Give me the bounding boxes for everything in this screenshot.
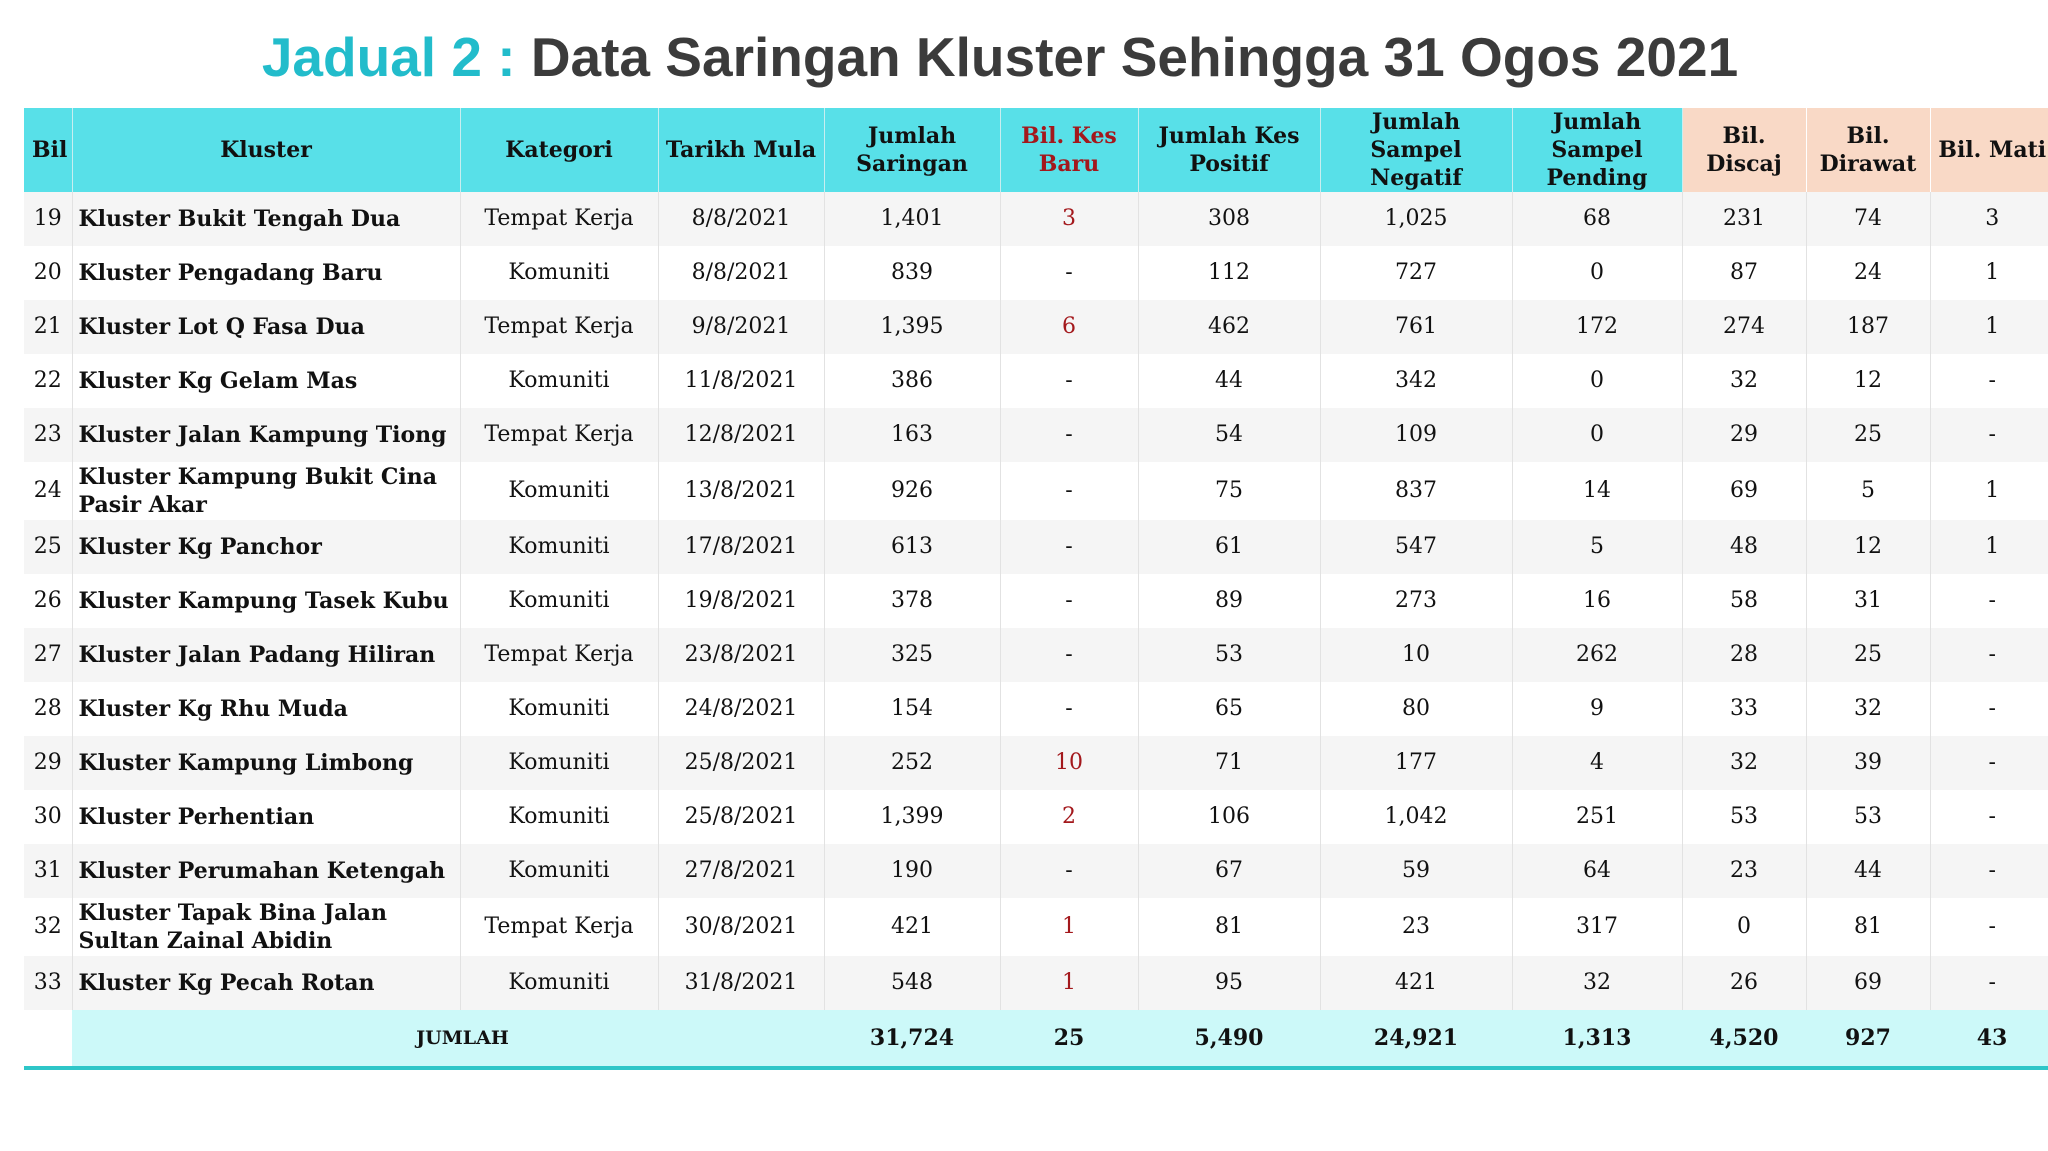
table-row <box>24 574 2048 628</box>
cell-saringan: 163 <box>824 408 1000 462</box>
total-mati: 43 <box>1930 1010 2048 1068</box>
cell-kategori: Tempat Kerja <box>460 192 658 246</box>
cell-kes-baru: - <box>1000 682 1138 736</box>
cell-bil: 28 <box>24 682 72 736</box>
table-row <box>24 790 2048 844</box>
cell-discaj: 32 <box>1682 736 1806 790</box>
cell-pending: 317 <box>1512 898 1682 956</box>
table-row <box>24 844 2048 898</box>
cell-kategori: Komuniti <box>460 736 658 790</box>
cell-positif: 71 <box>1138 736 1320 790</box>
cell-dirawat: 12 <box>1806 520 1930 574</box>
table-row <box>24 408 2048 462</box>
cell-negatif: 109 <box>1320 408 1512 462</box>
cell-tarikh: 24/8/2021 <box>658 682 824 736</box>
cell-kluster: Kluster Perhentian <box>72 790 460 844</box>
cell-bil: 24 <box>24 462 72 520</box>
col-header-positif: Jumlah Kes Positif <box>1138 108 1320 192</box>
cell-positif: 65 <box>1138 682 1320 736</box>
cell-positif: 308 <box>1138 192 1320 246</box>
cell-mati: 1 <box>1930 246 2048 300</box>
cell-dirawat: 24 <box>1806 246 1930 300</box>
cell-negatif: 1,025 <box>1320 192 1512 246</box>
cell-negatif: 177 <box>1320 736 1512 790</box>
col-header-mati: Bil. Mati <box>1930 108 2048 192</box>
cell-tarikh: 25/8/2021 <box>658 736 824 790</box>
cell-positif: 61 <box>1138 520 1320 574</box>
total-label: JUMLAH <box>72 1010 824 1068</box>
cell-mati: - <box>1930 736 2048 790</box>
cell-dirawat: 74 <box>1806 192 1930 246</box>
col-header-pending: Jumlah Sampel Pending <box>1512 108 1682 192</box>
cell-kluster: Kluster Jalan Padang Hiliran <box>72 628 460 682</box>
cell-kluster: Kluster Kampung Tasek Kubu <box>72 574 460 628</box>
col-header-bil: Bil <box>24 108 72 192</box>
cell-saringan: 252 <box>824 736 1000 790</box>
cell-negatif: 837 <box>1320 462 1512 520</box>
cell-tarikh: 8/8/2021 <box>658 192 824 246</box>
cell-bil: 23 <box>24 408 72 462</box>
cell-kluster: Kluster Kg Gelam Mas <box>72 354 460 408</box>
cell-kes-baru: - <box>1000 844 1138 898</box>
total-row <box>24 1010 2048 1068</box>
cell-negatif: 761 <box>1320 300 1512 354</box>
cell-kes-baru: 1 <box>1000 898 1138 956</box>
cell-mati: - <box>1930 898 2048 956</box>
cell-discaj: 28 <box>1682 628 1806 682</box>
cell-mati: 1 <box>1930 520 2048 574</box>
table-row <box>24 520 2048 574</box>
total-kes-baru: 25 <box>1000 1010 1138 1068</box>
cell-tarikh: 31/8/2021 <box>658 956 824 1010</box>
cell-mati: 3 <box>1930 192 2048 246</box>
cell-pending: 5 <box>1512 520 1682 574</box>
total-saringan: 31,724 <box>824 1010 1000 1068</box>
table-row <box>24 898 2048 956</box>
cell-kategori: Komuniti <box>460 462 658 520</box>
cluster-table <box>24 108 2048 1070</box>
col-header-kluster: Kluster <box>72 108 460 192</box>
table-body <box>24 192 2048 1010</box>
cell-negatif: 59 <box>1320 844 1512 898</box>
total-negatif: 24,921 <box>1320 1010 1512 1068</box>
table-row <box>24 246 2048 300</box>
cell-discaj: 26 <box>1682 956 1806 1010</box>
cell-kes-baru: 6 <box>1000 300 1138 354</box>
cell-kes-baru: 3 <box>1000 192 1138 246</box>
cell-positif: 89 <box>1138 574 1320 628</box>
cell-mati: - <box>1930 682 2048 736</box>
table-row <box>24 354 2048 408</box>
cell-dirawat: 12 <box>1806 354 1930 408</box>
cell-positif: 106 <box>1138 790 1320 844</box>
cell-discaj: 48 <box>1682 520 1806 574</box>
cell-discaj: 58 <box>1682 574 1806 628</box>
cell-dirawat: 81 <box>1806 898 1930 956</box>
title-main: Data Saringan Kluster Sehingga 31 Ogos 2021 <box>530 26 1739 88</box>
cell-bil: 22 <box>24 354 72 408</box>
cell-saringan: 325 <box>824 628 1000 682</box>
cell-kluster: Kluster Jalan Kampung Tiong <box>72 408 460 462</box>
cell-positif: 112 <box>1138 246 1320 300</box>
table-row <box>24 736 2048 790</box>
cell-negatif: 273 <box>1320 574 1512 628</box>
cell-mati: - <box>1930 408 2048 462</box>
cell-pending: 16 <box>1512 574 1682 628</box>
cell-pending: 14 <box>1512 462 1682 520</box>
cell-pending: 64 <box>1512 844 1682 898</box>
cell-pending: 251 <box>1512 790 1682 844</box>
cell-dirawat: 25 <box>1806 628 1930 682</box>
cell-discaj: 87 <box>1682 246 1806 300</box>
cell-bil: 32 <box>24 898 72 956</box>
cell-positif: 44 <box>1138 354 1320 408</box>
cell-tarikh: 27/8/2021 <box>658 844 824 898</box>
cell-positif: 462 <box>1138 300 1320 354</box>
cell-bil: 21 <box>24 300 72 354</box>
cell-mati: - <box>1930 790 2048 844</box>
cell-positif: 67 <box>1138 844 1320 898</box>
table-row <box>24 192 2048 246</box>
cell-pending: 4 <box>1512 736 1682 790</box>
table-row <box>24 300 2048 354</box>
col-header-negatif: Jumlah Sampel Negatif <box>1320 108 1512 192</box>
cell-kluster: Kluster Bukit Tengah Dua <box>72 192 460 246</box>
cell-discaj: 23 <box>1682 844 1806 898</box>
cell-pending: 9 <box>1512 682 1682 736</box>
cell-kes-baru: 10 <box>1000 736 1138 790</box>
cell-saringan: 613 <box>824 520 1000 574</box>
cell-kluster: Kluster Pengadang Baru <box>72 246 460 300</box>
cell-saringan: 378 <box>824 574 1000 628</box>
cell-pending: 0 <box>1512 246 1682 300</box>
cell-kluster: Kluster Kampung Limbong <box>72 736 460 790</box>
total-blank-cell <box>24 1010 72 1068</box>
cell-discaj: 29 <box>1682 408 1806 462</box>
cell-dirawat: 5 <box>1806 462 1930 520</box>
cell-tarikh: 19/8/2021 <box>658 574 824 628</box>
cell-pending: 0 <box>1512 408 1682 462</box>
cell-tarikh: 11/8/2021 <box>658 354 824 408</box>
cell-negatif: 80 <box>1320 682 1512 736</box>
cell-dirawat: 39 <box>1806 736 1930 790</box>
cell-kes-baru: - <box>1000 246 1138 300</box>
cell-kluster: Kluster Tapak Bina Jalan Sultan Zainal Abidin <box>72 898 460 956</box>
cell-mati: - <box>1930 956 2048 1010</box>
cell-saringan: 154 <box>824 682 1000 736</box>
cell-kategori: Tempat Kerja <box>460 300 658 354</box>
cell-mati: - <box>1930 574 2048 628</box>
cell-kluster: Kluster Kg Rhu Muda <box>72 682 460 736</box>
cell-negatif: 23 <box>1320 898 1512 956</box>
col-header-kes-baru: Bil. Kes Baru <box>1000 108 1138 192</box>
cell-saringan: 190 <box>824 844 1000 898</box>
cell-saringan: 839 <box>824 246 1000 300</box>
cell-positif: 81 <box>1138 898 1320 956</box>
total-dirawat: 927 <box>1806 1010 1930 1068</box>
cell-kluster: Kluster Lot Q Fasa Dua <box>72 300 460 354</box>
cell-kategori: Komuniti <box>460 354 658 408</box>
cell-kes-baru: - <box>1000 462 1138 520</box>
cell-discaj: 69 <box>1682 462 1806 520</box>
cell-discaj: 32 <box>1682 354 1806 408</box>
col-header-kategori: Kategori <box>460 108 658 192</box>
cell-kes-baru: - <box>1000 408 1138 462</box>
cell-negatif: 10 <box>1320 628 1512 682</box>
cell-dirawat: 32 <box>1806 682 1930 736</box>
cell-bil: 30 <box>24 790 72 844</box>
cell-pending: 262 <box>1512 628 1682 682</box>
cell-tarikh: 25/8/2021 <box>658 790 824 844</box>
cell-dirawat: 53 <box>1806 790 1930 844</box>
cell-pending: 0 <box>1512 354 1682 408</box>
cell-kes-baru: 2 <box>1000 790 1138 844</box>
cell-positif: 75 <box>1138 462 1320 520</box>
cell-bil: 25 <box>24 520 72 574</box>
col-header-dirawat: Bil. Dirawat <box>1806 108 1930 192</box>
cell-tarikh: 17/8/2021 <box>658 520 824 574</box>
page-title <box>0 24 2000 90</box>
cell-kategori: Komuniti <box>460 520 658 574</box>
cell-bil: 26 <box>24 574 72 628</box>
cell-bil: 27 <box>24 628 72 682</box>
cell-kategori: Komuniti <box>460 574 658 628</box>
col-header-tarikh: Tarikh Mula <box>658 108 824 192</box>
cell-kes-baru: - <box>1000 628 1138 682</box>
cell-discaj: 53 <box>1682 790 1806 844</box>
cell-bil: 20 <box>24 246 72 300</box>
cell-positif: 53 <box>1138 628 1320 682</box>
cell-discaj: 0 <box>1682 898 1806 956</box>
cell-saringan: 1,399 <box>824 790 1000 844</box>
cell-kluster: Kluster Kg Panchor <box>72 520 460 574</box>
cell-tarikh: 30/8/2021 <box>658 898 824 956</box>
title-prefix: Jadual 2 : <box>261 26 531 88</box>
cell-saringan: 1,401 <box>824 192 1000 246</box>
cell-negatif: 1,042 <box>1320 790 1512 844</box>
table-row <box>24 682 2048 736</box>
cell-mati: - <box>1930 844 2048 898</box>
cell-kes-baru: - <box>1000 574 1138 628</box>
cell-dirawat: 44 <box>1806 844 1930 898</box>
cell-kluster: Kluster Kg Pecah Rotan <box>72 956 460 1010</box>
cell-discaj: 33 <box>1682 682 1806 736</box>
table-row <box>24 628 2048 682</box>
cell-kategori: Tempat Kerja <box>460 628 658 682</box>
cell-dirawat: 69 <box>1806 956 1930 1010</box>
cell-bil: 31 <box>24 844 72 898</box>
cell-saringan: 548 <box>824 956 1000 1010</box>
cell-tarikh: 9/8/2021 <box>658 300 824 354</box>
cell-dirawat: 25 <box>1806 408 1930 462</box>
cell-kes-baru: 1 <box>1000 956 1138 1010</box>
table-row <box>24 956 2048 1010</box>
cell-tarikh: 13/8/2021 <box>658 462 824 520</box>
cell-bil: 33 <box>24 956 72 1010</box>
total-pending: 1,313 <box>1512 1010 1682 1068</box>
cell-negatif: 421 <box>1320 956 1512 1010</box>
cell-kategori: Komuniti <box>460 956 658 1010</box>
cell-mati: 1 <box>1930 462 2048 520</box>
cell-mati: 1 <box>1930 300 2048 354</box>
cell-tarikh: 12/8/2021 <box>658 408 824 462</box>
cell-kategori: Komuniti <box>460 790 658 844</box>
cell-bil: 29 <box>24 736 72 790</box>
cell-kluster: Kluster Kampung Bukit Cina Pasir Akar <box>72 462 460 520</box>
cell-pending: 68 <box>1512 192 1682 246</box>
cell-kluster: Kluster Perumahan Ketengah <box>72 844 460 898</box>
cell-negatif: 547 <box>1320 520 1512 574</box>
cell-kes-baru: - <box>1000 354 1138 408</box>
cell-pending: 172 <box>1512 300 1682 354</box>
total-positif: 5,490 <box>1138 1010 1320 1068</box>
cell-kategori: Komuniti <box>460 682 658 736</box>
cell-saringan: 386 <box>824 354 1000 408</box>
cell-negatif: 342 <box>1320 354 1512 408</box>
cell-mati: - <box>1930 354 2048 408</box>
cell-bil: 19 <box>24 192 72 246</box>
cell-negatif: 727 <box>1320 246 1512 300</box>
cell-saringan: 421 <box>824 898 1000 956</box>
cell-pending: 32 <box>1512 956 1682 1010</box>
cell-saringan: 1,395 <box>824 300 1000 354</box>
cell-discaj: 274 <box>1682 300 1806 354</box>
cell-dirawat: 31 <box>1806 574 1930 628</box>
cell-tarikh: 8/8/2021 <box>658 246 824 300</box>
cell-discaj: 231 <box>1682 192 1806 246</box>
header-row <box>24 108 2048 192</box>
cell-mati: - <box>1930 628 2048 682</box>
cell-kategori: Komuniti <box>460 844 658 898</box>
cell-kategori: Tempat Kerja <box>460 408 658 462</box>
cell-kategori: Komuniti <box>460 246 658 300</box>
cell-kategori: Tempat Kerja <box>460 898 658 956</box>
cell-tarikh: 23/8/2021 <box>658 628 824 682</box>
cell-positif: 95 <box>1138 956 1320 1010</box>
total-discaj: 4,520 <box>1682 1010 1806 1068</box>
table-row <box>24 462 2048 520</box>
cell-saringan: 926 <box>824 462 1000 520</box>
cell-positif: 54 <box>1138 408 1320 462</box>
cell-dirawat: 187 <box>1806 300 1930 354</box>
col-header-discaj: Bil. Discaj <box>1682 108 1806 192</box>
col-header-saringan: Jumlah Saringan <box>824 108 1000 192</box>
cell-kes-baru: - <box>1000 520 1138 574</box>
